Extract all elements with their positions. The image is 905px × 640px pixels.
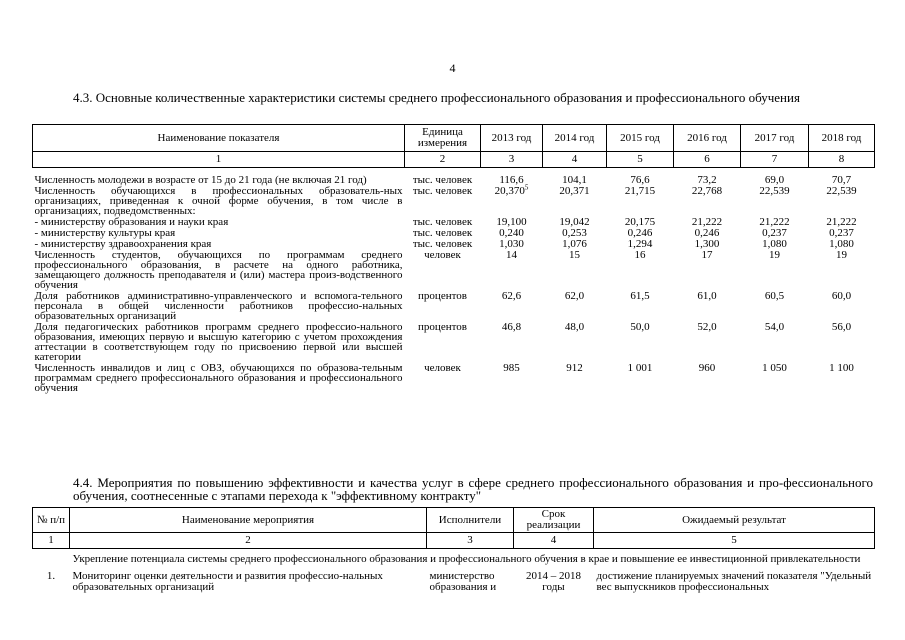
unit-cell: тыс. человек xyxy=(412,237,473,250)
footnote-mark: 5 xyxy=(524,182,529,191)
value-cell: 17 xyxy=(701,248,713,261)
section-title: Основные количественные характеристики системы среднего профессионального образования и профессионального обучения xyxy=(95,90,800,105)
unit-cell: тыс. человек xyxy=(412,173,473,186)
value-cell: 985 xyxy=(503,361,520,374)
header-cell: 2014 год xyxy=(543,125,607,152)
value-cell: 19 xyxy=(836,248,847,261)
header-cell: Ожидаемый результат xyxy=(594,508,875,533)
value-cell: 912 xyxy=(566,361,583,374)
value-cell: 21,222 xyxy=(826,215,857,228)
header-cell: Исполнители xyxy=(427,508,514,533)
value-cell: 0,246 xyxy=(627,226,653,239)
value-cell: 20,370$^5$ xyxy=(494,182,529,197)
value-cell: 0,253 xyxy=(562,226,587,239)
indicator-name: Численность студентов, обучающихся по программам среднего профессионального образования, в расчете на одного работника, замещающего должность преподавателя и (или) мастера произ-водственного обучения xyxy=(34,248,403,291)
value-cell: 54,0 xyxy=(764,320,785,333)
measures-table xyxy=(32,507,875,593)
value-cell: 60,5 xyxy=(764,289,785,302)
value-cell: 1,080 xyxy=(829,237,854,250)
column-number: 1 xyxy=(33,533,70,549)
header-cell: Наименование показателя xyxy=(33,125,405,152)
value-cell: 61,5 xyxy=(630,289,650,302)
section-number: 4.4. xyxy=(73,475,93,490)
value-cell: 960 xyxy=(698,361,716,374)
table-row xyxy=(33,185,875,216)
value-cell: 1,030 xyxy=(499,237,524,250)
value-cell: 0,237 xyxy=(762,226,787,239)
value-cell: 1,294 xyxy=(627,237,653,250)
value-cell: 21,222 xyxy=(691,215,723,228)
value-cell: 104,1 xyxy=(562,173,587,186)
page-number: 4 xyxy=(449,61,456,75)
column-number: 2 xyxy=(405,152,481,168)
value-cell: 46,8 xyxy=(501,320,522,333)
indicator-name: - министерству образования и науки края xyxy=(34,215,229,228)
header-cell: 2013 год xyxy=(481,125,543,152)
value-cell: 62,0 xyxy=(564,289,585,302)
table-row xyxy=(33,249,875,290)
term-cell: 2014 – 2018 годы xyxy=(526,570,581,593)
value-cell: 73,2 xyxy=(697,173,717,186)
column-number: 2 xyxy=(70,533,427,549)
header-cell: 2016 год xyxy=(674,125,741,152)
section-heading xyxy=(73,476,873,502)
table-row xyxy=(33,362,875,393)
section-heading xyxy=(73,91,873,104)
value-cell: 16 xyxy=(634,248,646,261)
header-cell: 2015 год xyxy=(607,125,674,152)
table-row xyxy=(33,565,875,593)
indicator-name: - министерству здравоохранения края xyxy=(34,237,212,250)
header-cell: Наименование мероприятия xyxy=(70,508,427,533)
value-cell: 56,0 xyxy=(831,320,852,333)
executor-cell: министерство образования и xyxy=(429,570,497,593)
column-number: 4 xyxy=(514,533,594,549)
value-cell: 21,715 xyxy=(624,184,656,197)
section-number: 4.3. xyxy=(73,90,93,105)
column-number: 8 xyxy=(809,152,875,168)
value-cell: 60,0 xyxy=(831,289,852,302)
unit-cell: тыс. человек xyxy=(412,215,473,228)
column-number-row xyxy=(33,152,875,168)
column-number: 1 xyxy=(33,152,405,168)
indicator-name: Численность инвалидов и лиц с ОВЗ, обучающихся по образова-тельным программам среднего профессионального образования и профессионального обучения xyxy=(34,361,403,394)
indicator-name: Численность молодежи в возрасте от 15 до 21 года (не включая 21 год) xyxy=(34,173,367,186)
value-cell: 21,222 xyxy=(759,215,790,228)
unit-cell: процентов xyxy=(418,320,467,333)
column-number: 7 xyxy=(741,152,809,168)
value-cell: 14 xyxy=(506,248,517,261)
characteristics-table xyxy=(32,124,875,393)
value-cell: 22,539 xyxy=(759,184,790,197)
header-cell: 2017 год xyxy=(741,125,809,152)
column-number: 4 xyxy=(543,152,607,168)
value-cell: 62,6 xyxy=(501,289,522,302)
unit-cell: процентов xyxy=(418,289,467,302)
value-cell: 61,0 xyxy=(697,289,717,302)
header-cell: Срок реализации xyxy=(514,508,594,533)
value-cell: 1 100 xyxy=(829,361,854,374)
value-cell: 0,246 xyxy=(694,226,720,239)
column-number: 5 xyxy=(594,533,875,549)
value-cell: 15 xyxy=(569,248,580,261)
table-row xyxy=(33,290,875,321)
table-row xyxy=(33,216,875,227)
value-cell: 69,0 xyxy=(764,173,785,186)
value-cell: 1 050 xyxy=(762,361,787,374)
header-cell: Единица измерения xyxy=(405,125,481,152)
value-cell: 19 xyxy=(769,248,780,261)
indicator-name: - министерству культуры края xyxy=(34,226,176,239)
indicator-name: Численность обучающихся в профессиональных образователь-ных организациях, приведенная к очной форме обучения, в том числе в организациях, подведомственных: xyxy=(34,184,403,217)
value-cell: 52,0 xyxy=(697,320,717,333)
value-cell: 0,240 xyxy=(499,226,524,239)
value-cell: 70,7 xyxy=(831,173,852,186)
column-number: 3 xyxy=(481,152,543,168)
unit-cell: человек xyxy=(424,248,461,261)
value-cell: 22,539 xyxy=(826,184,857,197)
value-cell: 1 001 xyxy=(627,361,653,374)
column-number: 6 xyxy=(674,152,741,168)
row-number: 1. xyxy=(46,570,56,582)
header-cell: 2018 год xyxy=(809,125,875,152)
value-cell: 22,768 xyxy=(691,184,723,197)
value-cell: 76,6 xyxy=(630,173,650,186)
unit-cell: тыс. человек xyxy=(412,226,473,239)
unit-cell: человек xyxy=(424,361,461,374)
value-cell: 50,0 xyxy=(630,320,650,333)
section-title: Мероприятия по повышению эффективности и качества услуг в сфере среднего профессионального образования и про-фессионального обучения, соотнесенные с этапами перехода к "эффективному контракту" xyxy=(73,475,874,503)
column-number: 3 xyxy=(427,533,514,549)
indicator-name: Доля работников административно-управленческого и вспомога-тельного персонала в общей численности работников профессио-нальных образовательных организаций xyxy=(34,289,403,322)
measure-name: Мониторинг оценки деятельности и развития профессио-нальных образовательных организаций xyxy=(72,570,383,593)
group-title-row xyxy=(33,549,875,566)
group-title: Укрепление потенциала системы среднего профессионального образования и профессионального обучения в крае и повышение ее инвестиционной привлекательности xyxy=(72,553,861,565)
value-cell: 1,076 xyxy=(562,237,587,250)
value-cell: 19,100 xyxy=(496,215,527,228)
table-row xyxy=(33,321,875,362)
column-number: 5 xyxy=(607,152,674,168)
table-row xyxy=(33,174,875,185)
value-cell: 20,371 xyxy=(559,184,590,197)
value-cell: 0,237 xyxy=(829,226,854,239)
indicator-name: Доля педагогических работников программ среднего профессио-нального образования, имеющих первую и высшую категорию с учетом прохождения аттестации в соответствующем году по присвоению первой или высшей категории xyxy=(34,320,403,363)
value-cell: 1,080 xyxy=(762,237,787,250)
value-cell: 19,042 xyxy=(559,215,590,228)
value-cell: 48,0 xyxy=(564,320,585,333)
unit-cell: тыс. человек xyxy=(412,184,473,197)
table-row xyxy=(33,227,875,238)
column-number-row xyxy=(33,533,875,549)
header-cell: № п/п xyxy=(33,508,70,533)
result-cell: достижение планируемых значений показателя "Удельный вес выпускников профессиональных xyxy=(596,570,872,593)
value-cell: 20,175 xyxy=(624,215,656,228)
table-header-row xyxy=(33,508,875,533)
table-row xyxy=(33,238,875,249)
value-cell: 1,300 xyxy=(694,237,720,250)
value-cell: 116,6 xyxy=(499,173,524,186)
table-header-row xyxy=(33,125,875,152)
